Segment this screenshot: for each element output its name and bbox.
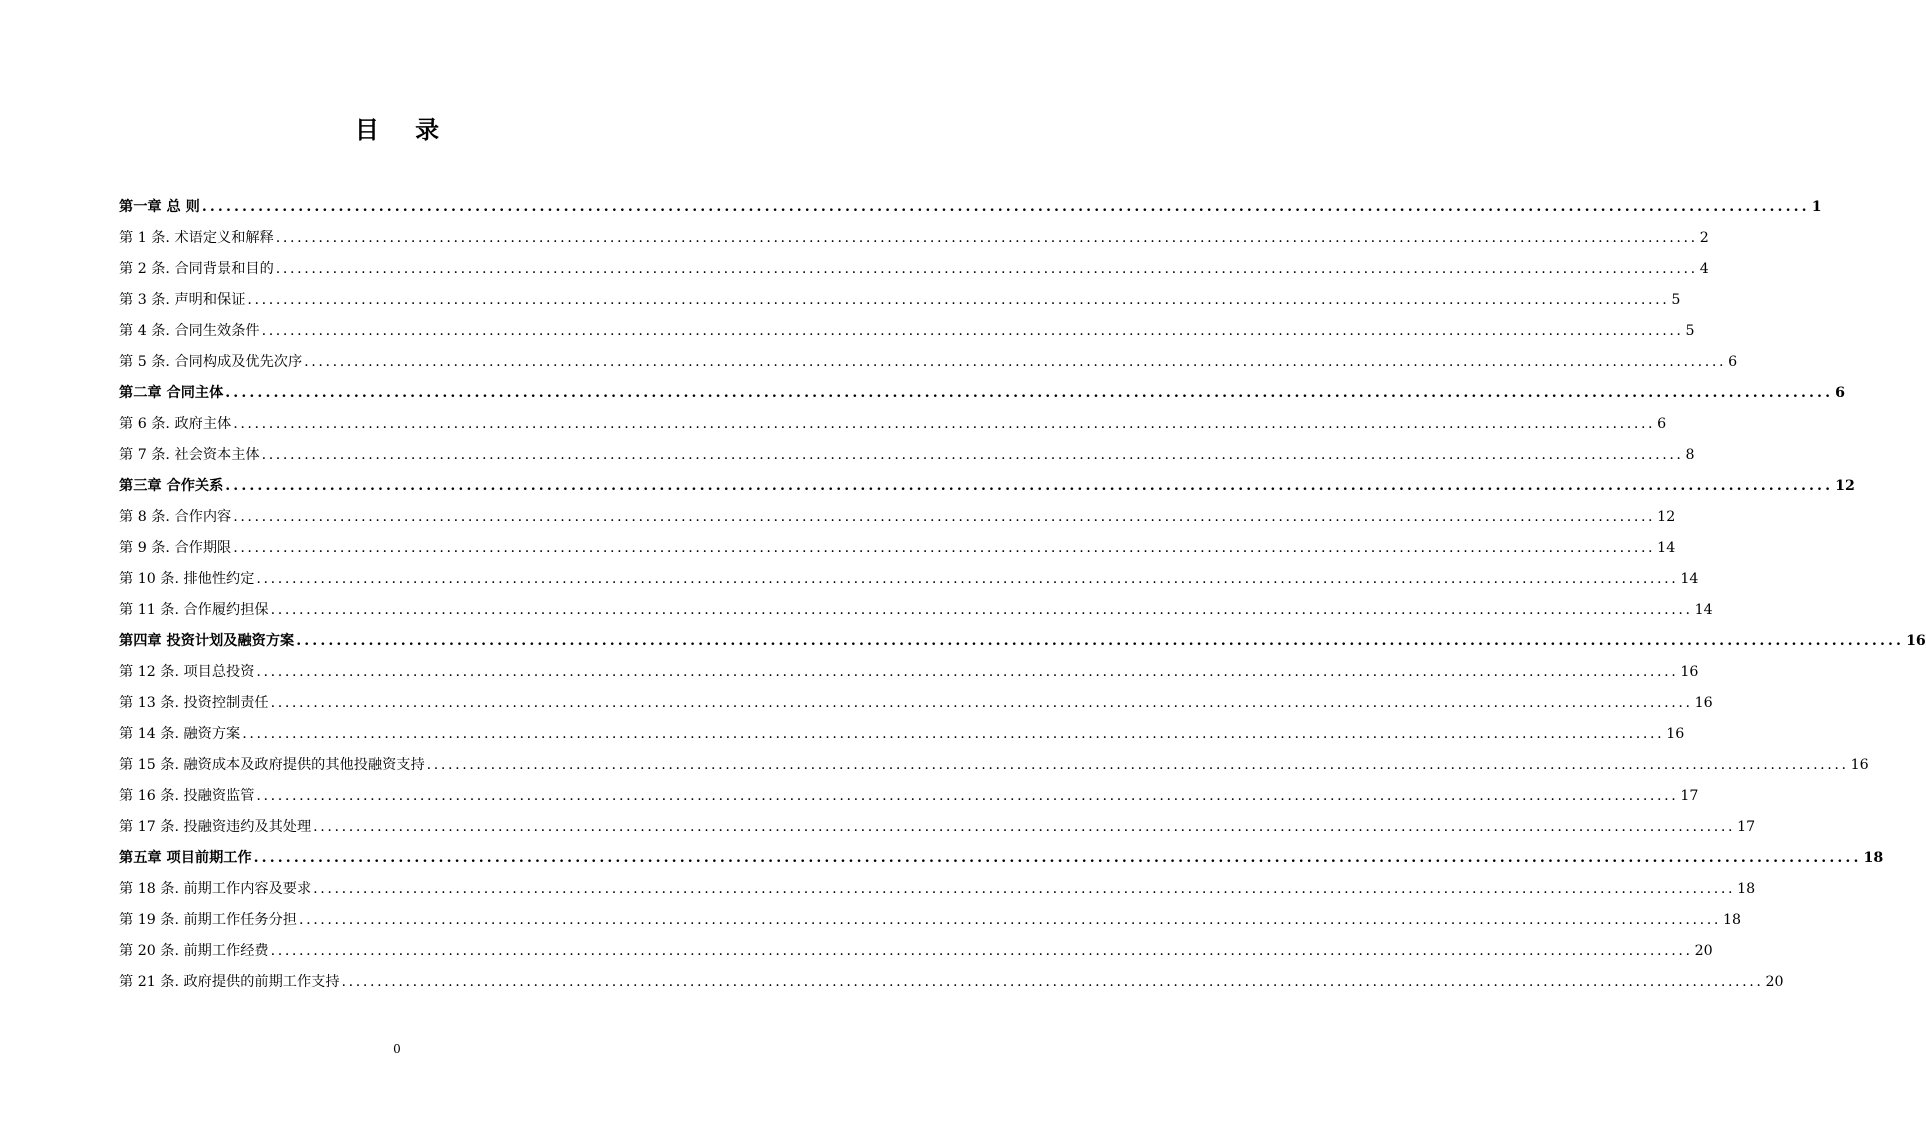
- toc-article-entry[interactable]: [119, 564, 1699, 595]
- toc-entry-page: 12: [1835, 478, 1855, 494]
- toc-entry-page: 12: [1657, 509, 1676, 525]
- toc-article-entry[interactable]: [119, 223, 1709, 254]
- toc-entry-page: 5: [1671, 292, 1681, 308]
- toc-entry-label: 第 20 条. 前期工作经费: [119, 943, 269, 959]
- toc-entry-page: 16: [1666, 726, 1685, 742]
- toc-entry-page: 18: [1737, 881, 1756, 897]
- toc-article-entry[interactable]: [119, 502, 1676, 533]
- toc-chapter-entry[interactable]: [119, 843, 1884, 874]
- toc-dot-leader: ........................................................................................................................................................................................................: [426, 757, 1849, 773]
- toc-entry-label: 第 18 条. 前期工作内容及要求: [119, 881, 312, 897]
- toc-dot-leader: ........................................................................................................................................................................................................: [233, 509, 1656, 525]
- toc-entry-label: 第 19 条. 前期工作任务分担: [119, 912, 297, 928]
- toc-entry-page: 6: [1657, 416, 1667, 432]
- toc-dot-leader: ........................................................................................................................................................................................................: [233, 540, 1656, 556]
- toc-entry-page: 14: [1657, 540, 1676, 556]
- toc-entry-label: 第 6 条. 政府主体: [119, 416, 232, 432]
- toc-entry-page: 20: [1694, 943, 1713, 959]
- toc-dot-leader: ........................................................................................................................................................................................................: [275, 230, 1698, 246]
- toc-entry-label: 第 2 条. 合同背景和目的: [119, 261, 274, 277]
- toc-dot-leader: ........................................................................................................................................................................................................: [270, 602, 1693, 618]
- table-of-contents: [119, 192, 1926, 998]
- toc-entry-page: 4: [1699, 261, 1709, 277]
- toc-dot-leader: ........................................................................................................................................................................................................: [225, 385, 1834, 401]
- toc-dot-leader: ........................................................................................................................................................................................................: [242, 726, 1665, 742]
- toc-dot-leader: ........................................................................................................................................................................................................: [233, 416, 1656, 432]
- toc-dot-leader: ........................................................................................................................................................................................................: [304, 354, 1727, 370]
- toc-entry-page: 14: [1680, 571, 1699, 587]
- toc-dot-leader: ........................................................................................................................................................................................................: [296, 633, 1905, 649]
- toc-entry-label: 第 16 条. 投融资监管: [119, 788, 255, 804]
- toc-dot-leader: ........................................................................................................................................................................................................: [256, 664, 1679, 680]
- toc-article-entry[interactable]: [119, 905, 1741, 936]
- toc-dot-leader: ........................................................................................................................................................................................................: [261, 323, 1684, 339]
- toc-dot-leader: ........................................................................................................................................................................................................: [201, 199, 1810, 215]
- toc-dot-leader: ........................................................................................................................................................................................................: [256, 788, 1679, 804]
- toc-article-entry[interactable]: [119, 967, 1784, 998]
- toc-article-entry[interactable]: [119, 533, 1676, 564]
- page-title: 目 录: [354, 116, 454, 144]
- toc-dot-leader: ........................................................................................................................................................................................................: [341, 974, 1764, 990]
- toc-article-entry[interactable]: [119, 936, 1713, 967]
- toc-entry-page: 5: [1685, 323, 1695, 339]
- toc-entry-page: 17: [1680, 788, 1699, 804]
- toc-article-entry[interactable]: [119, 719, 1685, 750]
- toc-entry-label: 第四章 投资计划及融资方案: [119, 633, 295, 649]
- toc-entry-page: 16: [1680, 664, 1699, 680]
- toc-dot-leader: ........................................................................................................................................................................................................: [313, 881, 1736, 897]
- toc-entry-label: 第 13 条. 投资控制责任: [119, 695, 269, 711]
- toc-dot-leader: ........................................................................................................................................................................................................: [253, 850, 1862, 866]
- toc-dot-leader: ........................................................................................................................................................................................................: [270, 695, 1693, 711]
- toc-entry-label: 第 14 条. 融资方案: [119, 726, 241, 742]
- toc-entry-label: 第一章 总 则: [119, 199, 200, 215]
- toc-entry-page: 18: [1863, 850, 1884, 866]
- toc-entry-page: 2: [1699, 230, 1709, 246]
- toc-entry-page: 20: [1765, 974, 1784, 990]
- toc-entry-label: 第 5 条. 合同构成及优先次序: [119, 354, 303, 370]
- toc-entry-label: 第 15 条. 融资成本及政府提供的其他投融资支持: [119, 757, 425, 773]
- page-number: 0: [393, 1042, 401, 1056]
- toc-entry-page: 18: [1722, 912, 1741, 928]
- toc-entry-page: 16: [1850, 757, 1869, 773]
- toc-entry-label: 第 8 条. 合作内容: [119, 509, 232, 525]
- toc-article-entry[interactable]: [119, 812, 1756, 843]
- toc-entry-label: 第 10 条. 排他性约定: [119, 571, 255, 587]
- toc-entry-label: 第五章 项目前期工作: [119, 850, 252, 866]
- toc-entry-page: 14: [1694, 602, 1713, 618]
- toc-entry-label: 第 17 条. 投融资违约及其处理: [119, 819, 312, 835]
- toc-entry-label: 第 21 条. 政府提供的前期工作支持: [119, 974, 340, 990]
- toc-dot-leader: ........................................................................................................................................................................................................: [256, 571, 1679, 587]
- toc-entry-label: 第 9 条. 合作期限: [119, 540, 232, 556]
- toc-entry-label: 第 3 条. 声明和保证: [119, 292, 246, 308]
- toc-article-entry[interactable]: [119, 781, 1699, 812]
- toc-entry-label: 第 1 条. 术语定义和解释: [119, 230, 274, 246]
- toc-article-entry[interactable]: [119, 285, 1681, 316]
- toc-dot-leader: ........................................................................................................................................................................................................: [261, 447, 1684, 463]
- toc-article-entry[interactable]: [119, 440, 1695, 471]
- toc-entry-page: 16: [1694, 695, 1713, 711]
- toc-article-entry[interactable]: [119, 688, 1713, 719]
- toc-article-entry[interactable]: [119, 347, 1738, 378]
- toc-dot-leader: ........................................................................................................................................................................................................: [225, 478, 1834, 494]
- toc-entry-page: 16: [1906, 633, 1926, 649]
- toc-entry-label: 第 11 条. 合作履约担保: [119, 602, 269, 618]
- toc-article-entry[interactable]: [119, 409, 1667, 440]
- toc-dot-leader: ........................................................................................................................................................................................................: [298, 912, 1721, 928]
- toc-chapter-entry[interactable]: [119, 626, 1926, 657]
- toc-entry-page: 6: [1728, 354, 1738, 370]
- toc-article-entry[interactable]: [119, 316, 1695, 347]
- toc-entry-label: 第三章 合作关系: [119, 478, 224, 494]
- toc-article-entry[interactable]: [119, 750, 1869, 781]
- toc-article-entry[interactable]: [119, 874, 1756, 905]
- toc-dot-leader: ........................................................................................................................................................................................................: [270, 943, 1693, 959]
- toc-entry-label: 第 4 条. 合同生效条件: [119, 323, 260, 339]
- toc-chapter-entry[interactable]: [119, 192, 1822, 223]
- toc-article-entry[interactable]: [119, 657, 1699, 688]
- toc-entry-page: 6: [1835, 385, 1845, 401]
- toc-chapter-entry[interactable]: [119, 378, 1845, 409]
- toc-chapter-entry[interactable]: [119, 471, 1855, 502]
- toc-article-entry[interactable]: [119, 595, 1713, 626]
- toc-dot-leader: ........................................................................................................................................................................................................: [275, 261, 1698, 277]
- toc-dot-leader: ........................................................................................................................................................................................................: [313, 819, 1736, 835]
- toc-dot-leader: ........................................................................................................................................................................................................: [247, 292, 1670, 308]
- toc-entry-page: 8: [1685, 447, 1695, 463]
- toc-entry-page: 1: [1811, 199, 1822, 215]
- toc-entry-label: 第 7 条. 社会资本主体: [119, 447, 260, 463]
- toc-entry-label: 第二章 合同主体: [119, 385, 224, 401]
- toc-entry-label: 第 12 条. 项目总投资: [119, 664, 255, 680]
- toc-article-entry[interactable]: [119, 254, 1709, 285]
- toc-entry-page: 17: [1737, 819, 1756, 835]
